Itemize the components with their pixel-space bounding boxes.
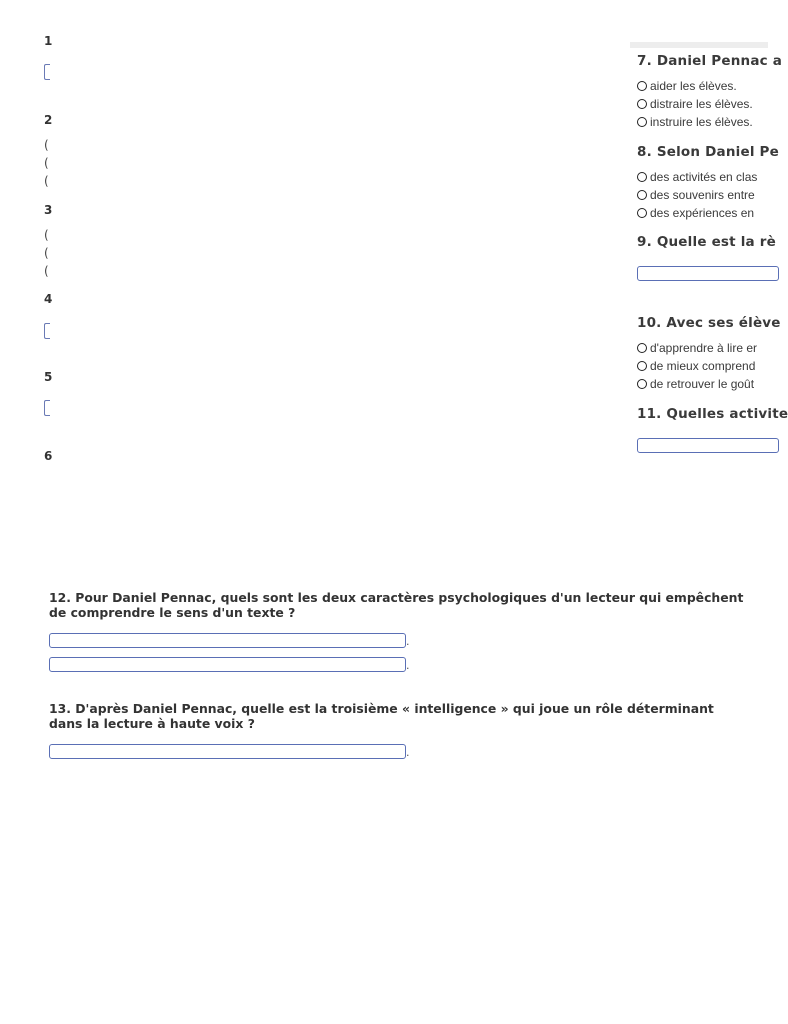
radio-icon[interactable] <box>637 190 647 200</box>
question-number-1: 1 <box>44 34 53 48</box>
radio-icon[interactable] <box>637 117 647 127</box>
radio-option[interactable]: ( <box>44 156 49 170</box>
radio-option[interactable]: ( <box>44 246 49 260</box>
question-number-3: 3 <box>44 203 53 217</box>
radio-icon[interactable] <box>637 208 647 218</box>
question-12-title: 12. Pour Daniel Pennac, quels sont les deux caractères psychologiques d'un lecteur qui empêchent de comprendre le sens d'un texte ? <box>49 590 744 620</box>
answer-field-1[interactable] <box>44 64 50 80</box>
q10-option-3[interactable]: de retrouver le goût <box>637 377 754 391</box>
q12-answer-field-2[interactable] <box>49 657 406 672</box>
q7-option-2[interactable]: distraire les élèves. <box>637 97 753 111</box>
q12-answer-field-1[interactable] <box>49 633 406 648</box>
q11-answer-field[interactable] <box>637 438 779 453</box>
q9-answer-field[interactable] <box>637 266 779 281</box>
question-11-title: 11. Quelles activite <box>637 406 788 422</box>
radio-option[interactable]: ( <box>44 264 49 278</box>
field-end-mark: . <box>406 746 410 759</box>
question-13-title: 13. D'après Daniel Pennac, quelle est la troisième « intelligence » qui joue un rôle déterminant dans la lecture à haute voix ? <box>49 701 714 731</box>
radio-icon[interactable] <box>637 379 647 389</box>
radio-option[interactable]: ( <box>44 174 49 188</box>
radio-icon[interactable] <box>637 81 647 91</box>
question-8-title: 8. Selon Daniel Pe <box>637 144 780 160</box>
q8-option-3[interactable]: des expériences en <box>637 206 754 220</box>
q10-option-2[interactable]: de mieux comprend <box>637 359 755 373</box>
q8-option-1[interactable]: des activités en clas <box>637 170 757 184</box>
question-number-6: 6 <box>44 449 53 463</box>
answer-field-5[interactable] <box>44 400 50 416</box>
question-10-title: 10. Avec ses élève <box>637 315 781 331</box>
q13-answer-field[interactable] <box>49 744 406 759</box>
q10-option-1[interactable]: d'apprendre à lire er <box>637 341 757 355</box>
radio-icon[interactable] <box>637 172 647 182</box>
field-end-mark: . <box>406 659 410 672</box>
question-number-2: 2 <box>44 113 53 127</box>
radio-icon[interactable] <box>637 361 647 371</box>
question-number-4: 4 <box>44 292 53 306</box>
radio-icon[interactable] <box>637 99 647 109</box>
question-number-5: 5 <box>44 370 53 384</box>
radio-icon[interactable] <box>637 343 647 353</box>
q7-option-3[interactable]: instruire les élèves. <box>637 115 753 129</box>
field-end-mark: . <box>406 635 410 648</box>
question-9-title: 9. Quelle est la rè <box>637 234 776 250</box>
answer-field-4[interactable] <box>44 323 50 339</box>
radio-option[interactable]: ( <box>44 138 49 152</box>
right-column <box>630 42 788 462</box>
question-7-title: 7. Daniel Pennac a <box>637 53 783 69</box>
radio-option[interactable]: ( <box>44 228 49 242</box>
q7-option-1[interactable]: aider les élèves. <box>637 79 737 93</box>
q8-option-2[interactable]: des souvenirs entre <box>637 188 755 202</box>
panel-top-bar <box>630 42 768 48</box>
